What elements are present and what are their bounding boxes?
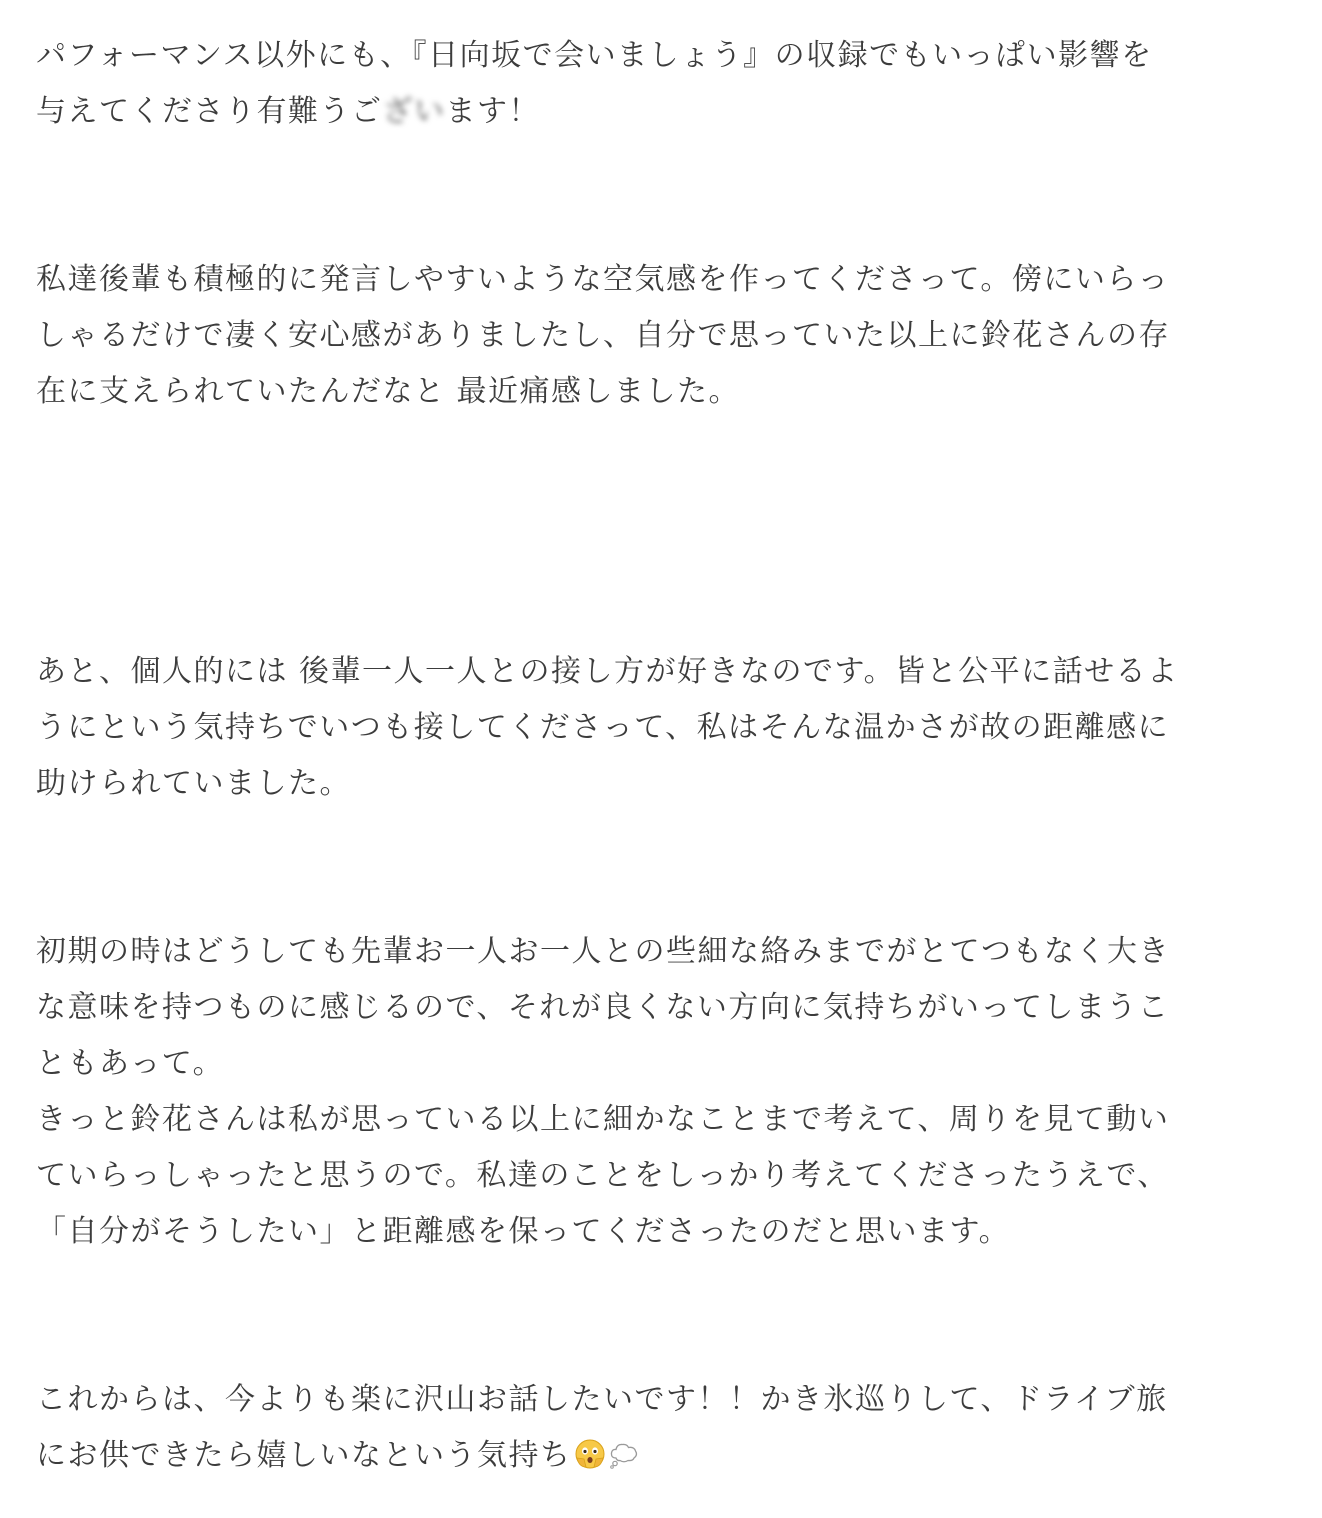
thought-bubble-emoji xyxy=(608,1438,640,1470)
flushed-hands-face-emoji xyxy=(574,1438,606,1470)
line-text: これからは、今よりも楽に沢山お話したいです！！かき氷巡りして、ドライブ旅 xyxy=(36,1382,1168,1417)
text-line xyxy=(36,260,1169,300)
line-text: 在に支えられていたんだなと 最近痛感しました。 xyxy=(36,374,741,409)
text-line xyxy=(36,36,1153,76)
text-line xyxy=(36,92,540,132)
text-line xyxy=(36,1156,1169,1196)
text-line xyxy=(36,708,1169,748)
line-text: な意味を持つものに感じるので、それが良くない方向に気持ちがいってしまうこ xyxy=(36,990,1170,1025)
line-text: ともあって。 xyxy=(36,1046,225,1081)
line-text: パフォーマンス以外にも、『日向坂で会いましょう』の収録でもいっぱい影響を xyxy=(36,38,1153,73)
text-line xyxy=(36,1044,224,1084)
line-text: うにという気持ちでいつも接してくださって、私はそんな温かさが故の距離感に xyxy=(36,710,1170,745)
line-text: にお供できたら嬉しいなという気持ち xyxy=(36,1438,572,1473)
text-line xyxy=(36,1380,1168,1420)
line-text: 助けられていました。 xyxy=(36,766,351,801)
line-text: 私達後輩も積極的に発言しやすいような空気感を作ってくださって。傍にいらっ xyxy=(36,262,1170,297)
line-text: しゃるだけで凄く安心感がありましたし、自分で思っていた以上に鈴花さんの存 xyxy=(36,318,1170,353)
line-text: ていらっしゃったと思うので。私達のことをしっかり考えてくださったうえで、 xyxy=(36,1158,1169,1193)
text-line xyxy=(36,652,1179,692)
text-line xyxy=(36,764,351,804)
blurred-text: ざい xyxy=(382,94,446,129)
text-line xyxy=(36,316,1170,356)
line-text: きっと鈴花さんは私が思っている以上に細かなことまで考えて、周りを見て動い xyxy=(36,1102,1170,1137)
line-text: 与えてくださり有難うご xyxy=(36,94,383,129)
text-line xyxy=(36,372,740,412)
text-line xyxy=(36,988,1169,1028)
line-text: ます！ xyxy=(445,94,540,129)
text-line xyxy=(36,1212,1010,1252)
line-text: 「自分がそうしたい」と距離感を保ってくださったのだと思います。 xyxy=(36,1214,1011,1249)
line-text: 初期の時はどうしても先輩お一人お一人との些細な絡みまでがとてつもなく大き xyxy=(36,934,1170,969)
text-line xyxy=(36,932,1170,972)
text-line xyxy=(36,1436,640,1476)
text-line xyxy=(36,1100,1169,1140)
line-text: あと、個人的には 後輩一人一人との接し方が好きなのです。皆と公平に話せるよ xyxy=(36,654,1179,689)
